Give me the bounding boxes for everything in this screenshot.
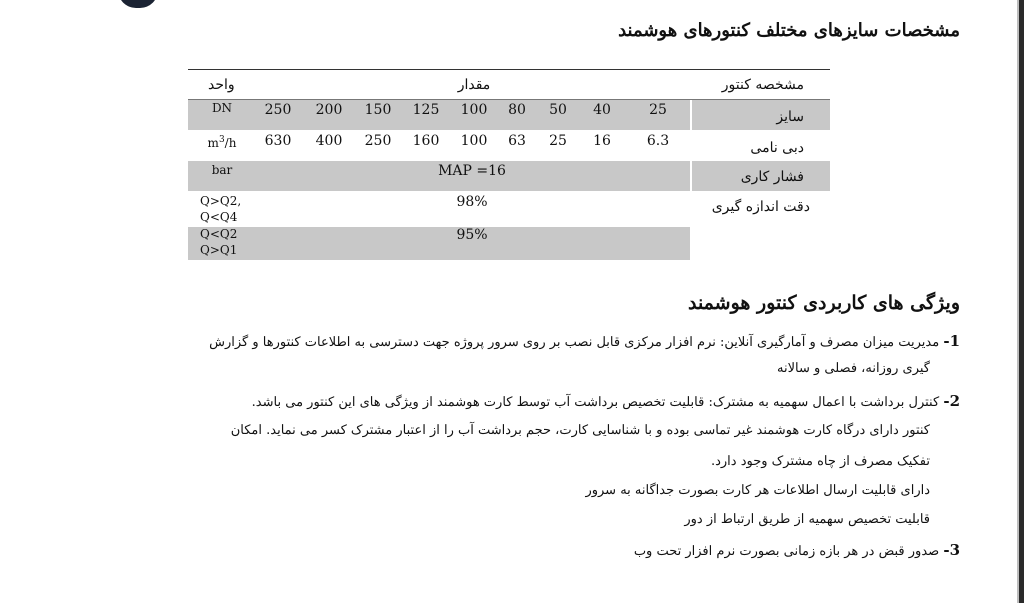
size-unit: DN [211,101,233,115]
corner-dark-shape [118,0,158,8]
feature-1-line-1: مدیریت میزان مصرف و آمارگیری آنلاین: نرم افزار مرکزی قابل نصب بر روی سرور پروژه جهت دسترسی به اطلاعات کنتورها و گزارش [209,335,940,350]
flow-value-400: 400 [315,133,343,149]
feature-3-line-1: صدور قبض در هر بازه زمانی بصورت نرم افزار تحت وب [633,544,940,559]
flow-value-25: 25 [549,133,567,149]
feature-item-3 [634,541,960,559]
spec-table [188,69,830,261]
size-value-25: 25 [649,102,667,118]
feature-2-line-2: کنتور دارای درگاه کارت هوشمند غیر تماسی بوده و با شناسایی کارت، حجم برداشت آب را از اعتبار مشترک کسر می نماید. امکان [230,423,930,438]
header-value: مقدار [457,77,491,93]
accuracy-unit-2-line1: Q<Q2 [200,227,238,241]
feature-number-3: 3- [943,541,960,559]
size-label: سایز [776,109,804,125]
header-spec: مشخصه کنتور [721,77,804,93]
feature-1-line-2: گیری روزانه، فصلی و سالانه [777,361,930,376]
feature-2-line-3: تفکیک مصرف از چاه مشترک وجود دارد. [710,454,930,469]
flow-value-63: 63 [508,133,526,149]
accuracy-unit-1-line1: Q>Q2, [200,194,242,208]
specs-heading: مشخصات سایزهای مختلف کنتورهای هوشمند [618,20,960,41]
accuracy-label: دقت اندازه گیری [711,199,810,215]
accuracy-value-95: 95% [456,227,488,243]
accuracy-unit-2-line2: Q>Q1 [200,243,238,257]
page-edge [1019,0,1024,603]
flow-label: دبی نامی [750,140,804,156]
feature-number-2: 2- [943,392,960,410]
feature-item-1 [209,332,960,350]
size-value-250: 250 [264,102,292,118]
flow-unit: $m^3/h$ [207,135,237,150]
feature-2-line-5: قابلیت تخصیص سهمیه از طریق ارتباط از دور [684,512,930,527]
features-heading: ویژگی های کاربردی کنتور هوشمند [687,292,960,314]
flow-value-160: 160 [412,133,440,149]
size-value-80: 80 [508,102,526,118]
flow-value-6-3: 6.3 [646,133,670,149]
size-value-50: 50 [549,102,567,118]
feature-2-line-1: کنترل برداشت با اعمال سهمیه به مشترک: قابلیت تخصیص برداشت آب توسط کارت هوشمند از ویژگی های این کنتور می باشد. [251,395,940,410]
feature-2-line-4: دارای قابلیت ارسال اطلاعات هر کارت بصورت جداگانه به سرور [585,483,930,498]
table-top-rule [188,69,830,70]
accuracy-unit-1-line2: Q<Q4 [200,210,238,224]
feature-number-1: 1- [943,332,960,350]
header-unit: واحد [208,77,235,93]
feature-item-2 [252,392,960,410]
size-value-100: 100 [460,102,488,118]
flow-value-100: 100 [460,133,488,149]
size-value-150: 150 [364,102,392,118]
pressure-unit: bar [211,163,233,177]
size-label-shade [692,100,830,130]
pressure-label: فشار کاری [740,169,804,185]
accuracy-row2-shade [188,227,690,260]
size-value-40: 40 [593,102,611,118]
size-value-125: 125 [412,102,440,118]
accuracy-value-98: 98% [456,194,488,210]
flow-value-250: 250 [364,133,392,149]
flow-value-630: 630 [264,133,292,149]
pressure-value: MAP =16 [438,163,506,179]
size-value-200: 200 [315,102,343,118]
flow-value-16: 16 [593,133,611,149]
